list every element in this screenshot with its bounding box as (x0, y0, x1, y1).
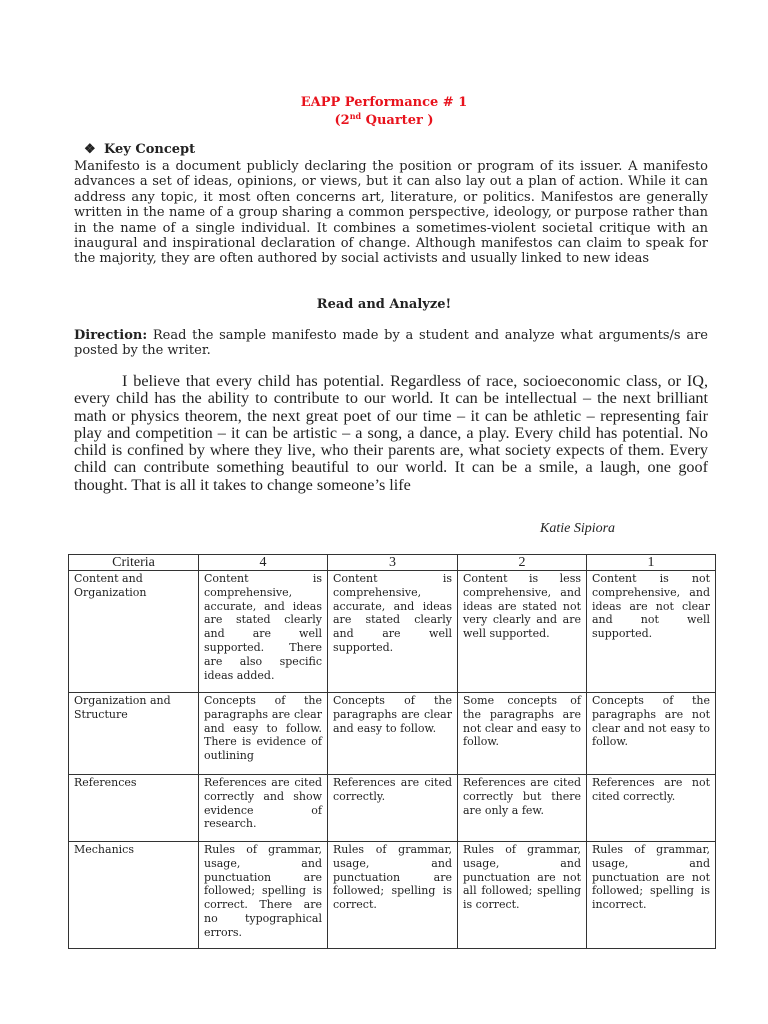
rubric-table (68, 554, 716, 949)
sample-manifesto: I believe that every child has potential. Regardless of race, socioeconomic class, or IQ, every child has the ability to contribute to our world. It can be intellectual – the next brilliant math or physics theorem, the next great poet of our time – it can be athletic – representing fair play and competition – it can be artistic – a song, a dance, a play. Every child has potential. No child is confined by where they live, who their parents are, what society expects of them. Every child can contribute something beautiful to our world. It can be a smile, a laugh, one goof thought. That is all it takes to change someone’s life (74, 372, 708, 494)
criteria-cell: Organization and Structure (69, 693, 199, 775)
score-3-cell: Rules of grammar, usage, and punctuation are followed; spelling is correct. (328, 842, 458, 949)
diamond-bullet-icon: ❖ (84, 142, 96, 157)
table-row (69, 693, 716, 775)
header-score-3: 3 (328, 555, 458, 571)
direction-paragraph (74, 328, 708, 359)
score-1-cell: Concepts of the paragraphs are not clear and not easy to follow. (587, 693, 716, 775)
score-3-cell: Concepts of the paragraphs are clear and easy to follow. (328, 693, 458, 775)
header-score-1: 1 (587, 555, 716, 571)
score-4-cell: References are cited correctly and show evidence of research. (199, 775, 328, 842)
score-1-cell: Rules of grammar, usage, and punctuation are not followed; spelling is incorrect. (587, 842, 716, 949)
score-1-cell: Content is not comprehensive, and ideas are not clear and not well supported. (587, 571, 716, 693)
table-row (69, 775, 716, 842)
header-criteria: Criteria (69, 555, 199, 571)
document-title: EAPP Performance # 1 (300, 95, 468, 110)
score-2-cell: Content is less comprehensive, and ideas are stated not very clearly and are well supported. (458, 571, 587, 693)
direction-text: Read the sample manifesto made by a student and analyze what arguments/s are posted by the writer. (74, 328, 708, 359)
score-4-cell: Content is comprehensive, accurate, and ideas are stated clearly and are well supported. There are also specific ideas added. (199, 571, 328, 693)
criteria-cell: Content and Organization (69, 571, 199, 693)
score-3-cell: Content is comprehensive, accurate, and ideas are stated clearly and are well supported. (328, 571, 458, 693)
score-2-cell: References are cited correctly but there are only a few. (458, 775, 587, 842)
direction-label: Direction: (74, 328, 148, 343)
score-3-cell: References are cited correctly. (328, 775, 458, 842)
header-score-4: 4 (199, 555, 328, 571)
read-analyze-heading: Read and Analyze! (316, 297, 452, 312)
key-concept-paragraph: Manifesto is a document publicly declaring the position or program of its issuer. A manifesto advances a set of ideas, opinions, or views, but it can also lay out a plan of action. While it can address any topic, it most often concerns art, literature, or politics. Manifestos are generally written in the name of a group sharing a common perspective, ideology, or purpose rather than in the name of a single individual. It combines a sometimes-violent societal critique with an inaugural and inspirational declaration of change. Although manifestos can claim to speak for the majority, they are often authored by social activists and usually linked to new ideas (74, 159, 708, 267)
key-concept-label: Key Concept (104, 142, 196, 157)
table-row (69, 571, 716, 693)
author-name: Katie Sipiora (540, 521, 616, 536)
criteria-cell: Mechanics (69, 842, 199, 949)
quarter-subtitle: (2nd Quarter ) (334, 111, 434, 128)
criteria-cell: References (69, 775, 199, 842)
rubric-header-row (69, 555, 716, 571)
score-4-cell: Rules of grammar, usage, and punctuation are followed; spelling is correct. There are no typographical errors. (199, 842, 328, 949)
header-score-2: 2 (458, 555, 587, 571)
score-4-cell: Concepts of the paragraphs are clear and easy to follow. There is evidence of outlining (199, 693, 328, 775)
score-2-cell: Rules of grammar, usage, and punctuation are not all followed; spelling is correct. (458, 842, 587, 949)
table-row (69, 842, 716, 949)
score-1-cell: References are not cited correctly. (587, 775, 716, 842)
key-concept-heading (84, 142, 196, 157)
score-2-cell: Some concepts of the paragraphs are not clear and easy to follow. (458, 693, 587, 775)
